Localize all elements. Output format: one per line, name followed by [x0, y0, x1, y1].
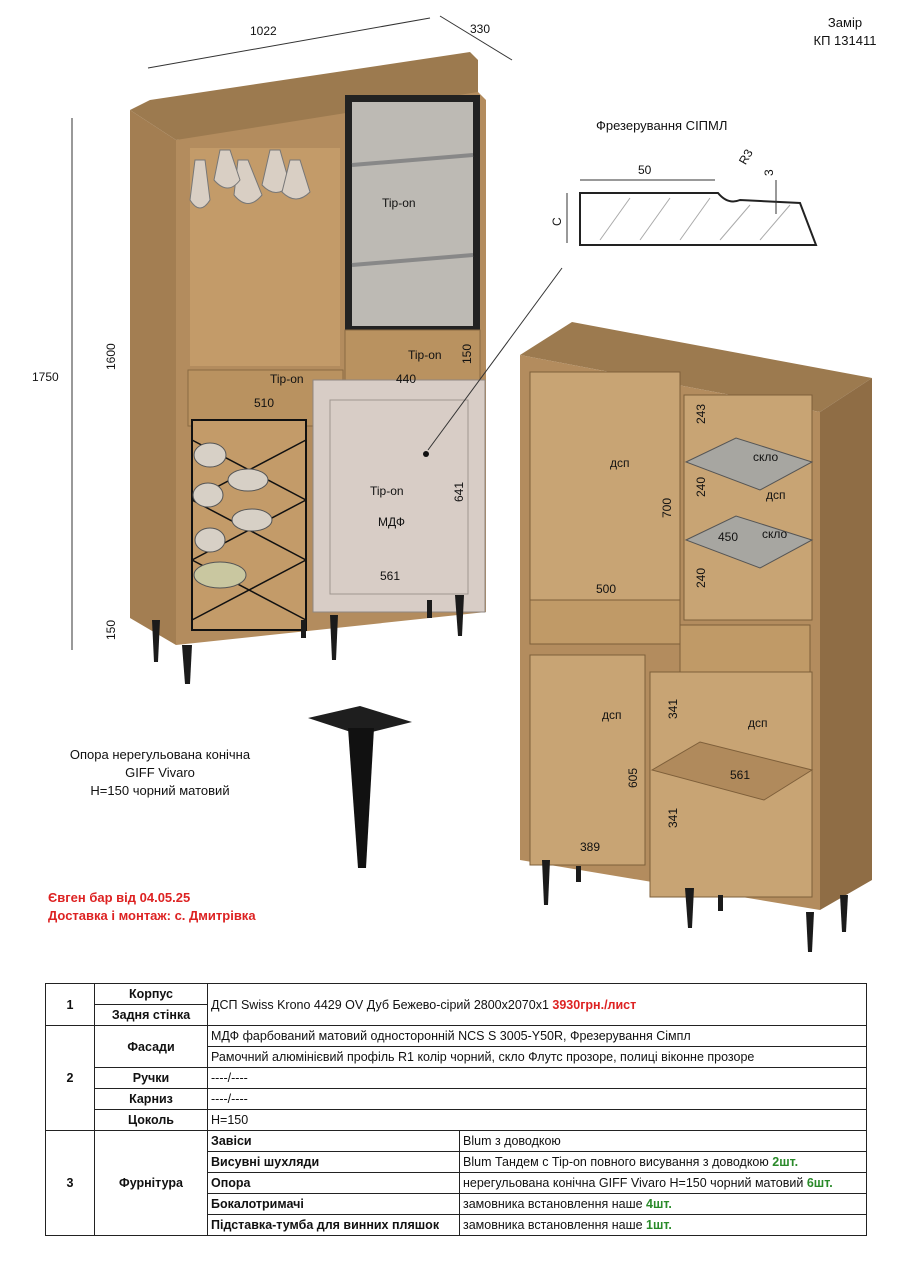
header-code: КП 131411: [813, 33, 877, 48]
inner-dim-389: 389: [580, 840, 601, 854]
key-back: Задня стінка: [95, 1005, 208, 1026]
header-title: Замір: [827, 15, 863, 30]
table-row: [46, 1089, 867, 1110]
table-row: [46, 1110, 867, 1131]
inner-dim-500: 500: [596, 582, 617, 596]
label-tipon-door: Tip-on: [370, 484, 404, 498]
dim-plinth: 150: [104, 619, 118, 640]
inner-dim-561: 561: [730, 768, 751, 782]
inner-dim-700: 700: [660, 497, 674, 518]
spec-table: [45, 983, 867, 1236]
table-row: [46, 1026, 867, 1047]
dim-depth: 330: [470, 22, 491, 36]
inner-dsp-2: дсп: [766, 488, 786, 502]
hw-key: Висувні шухляди: [208, 1152, 460, 1173]
hw-key: Бокалотримачі: [208, 1194, 460, 1215]
table-row: [46, 984, 867, 1005]
key-handles: Ручки: [95, 1068, 208, 1089]
hw-key: Завіси: [208, 1131, 460, 1152]
hw-value: замовника встановлення наше 1шт.: [460, 1215, 867, 1236]
order-date: Євген бар від 04.05.25: [48, 890, 191, 905]
dim-drawer-height: 150: [460, 343, 474, 364]
hw-key: Опора: [208, 1173, 460, 1194]
body-material-text: ДСП Swiss Krono 4429 OV Дуб Бежево-сірий 2800х2070х1: [211, 997, 549, 1012]
table-row: [46, 1131, 867, 1152]
leg-note: [50, 746, 270, 800]
row-num: 1: [46, 984, 95, 1026]
inner-glass-2: скло: [762, 527, 788, 541]
hw-value: Blum з доводкою: [460, 1131, 867, 1152]
table-row: [46, 1068, 867, 1089]
dim-door-height: 641: [452, 481, 466, 502]
inner-dim-341b: 341: [666, 807, 680, 828]
key-plinth: Цоколь: [95, 1110, 208, 1131]
plinth-value: H=150: [208, 1110, 867, 1131]
body-price: 3930грн./лист: [552, 997, 637, 1012]
dim-drawer-right: 440: [396, 372, 417, 386]
body-material: [208, 984, 867, 1026]
leg-note-line3: H=150 чорний матовий: [90, 783, 230, 798]
inner-dsp-1: дсп: [610, 456, 630, 470]
leg-note-line1: Опора нерегульована конічна: [69, 747, 251, 762]
hw-value: нерегульована конічна GIFF Vivaro H=150 чорний матовий 6шт.: [460, 1173, 867, 1194]
inner-dsp-3: дсп: [602, 708, 622, 722]
inner-dim-450: 450: [718, 530, 739, 544]
key-body: Корпус: [95, 984, 208, 1005]
key-hardware: Фурнітура: [95, 1131, 208, 1236]
handles-value: ----/----: [208, 1068, 867, 1089]
row-num: 2: [46, 1026, 95, 1131]
label-tipon-drawer-left: Tip-on: [270, 372, 304, 386]
milling-width: 50: [638, 163, 652, 177]
hw-key: Підставка-тумба для винних пляшок: [208, 1215, 460, 1236]
key-facades: Фасади: [95, 1026, 208, 1068]
row-num: 3: [46, 1131, 95, 1236]
inner-dsp-4: дсп: [748, 716, 768, 730]
dim-total-height: 1750: [32, 370, 59, 384]
hw-value: Blum Тандем с Tip-on повного висування з доводкою 2шт.: [460, 1152, 867, 1173]
label-tipon-glass: Tip-on: [382, 196, 416, 210]
order-delivery: Доставка і монтаж: с. Дмитрівка: [48, 908, 256, 923]
label-mdf: МДФ: [378, 515, 405, 529]
facade-1: МДФ фарбований матовий односторонній NCS S 3005-Y50R, Фрезерування Сімпл: [208, 1026, 867, 1047]
inner-dim-605: 605: [626, 767, 640, 788]
cornice-value: ----/----: [208, 1089, 867, 1110]
inner-dim-243: 243: [694, 403, 708, 424]
inner-dim-240a: 240: [694, 476, 708, 497]
label-tipon-drawer-right: Tip-on: [408, 348, 442, 362]
dim-width: 1022: [250, 24, 277, 38]
milling-thickness: C: [550, 217, 564, 226]
inner-glass-1: скло: [753, 450, 779, 464]
facade-2: Рамочний алюмінієвий профіль R1 колір чорний, скло Флутс прозоре, полиці віконне прозоре: [208, 1047, 867, 1068]
dim-body-height: 1600: [104, 343, 118, 370]
inner-dim-341a: 341: [666, 698, 680, 719]
dim-drawer-left: 510: [254, 396, 275, 410]
key-cornice: Карниз: [95, 1089, 208, 1110]
hw-value: замовника встановлення наше 4шт.: [460, 1194, 867, 1215]
leg-note-line2: GIFF Vivaro: [125, 765, 195, 780]
dim-door-width: 561: [380, 569, 401, 583]
milling-depth: 3: [762, 169, 776, 176]
milling-radius: R3: [736, 146, 756, 167]
milling-title: Фрезерування СІПМЛ: [596, 118, 728, 133]
inner-dim-240b: 240: [694, 567, 708, 588]
